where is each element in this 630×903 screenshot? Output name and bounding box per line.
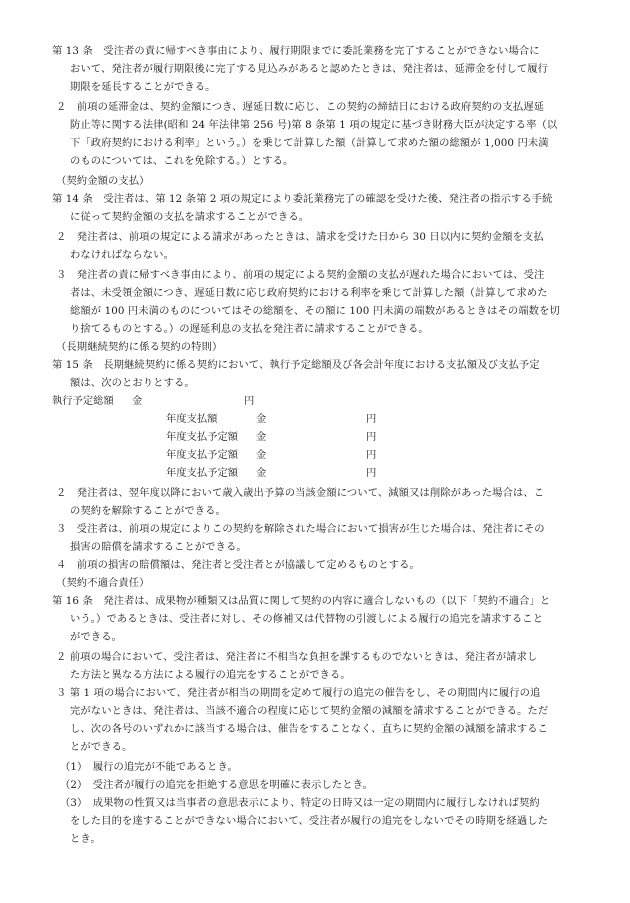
article-16-p2-line-2: た方法と異なる方法による履行の追完をすることができる。 [70, 669, 351, 681]
article-14-p3-line-4: り捨てるものとする。）の遅延利息の支払を発注者に請求することができる。 [70, 323, 429, 335]
article-13-p2-line-2: 防止等に関する法律(昭和 24 年法律第 256 号)第 8 条第 1 項の規定に基づき財務大臣が決定する率（以 [70, 119, 558, 131]
article-15-line-2: 額は、次のとおりとする。 [70, 377, 195, 389]
fiscal-row-4-yen: 円 [366, 467, 377, 479]
article-13-line-2: おいて、発注者が履行期限後に完了する見込みがあると認めたときは、発注者は、延滞金を付して履行 [70, 63, 549, 75]
heading-article-15: （長期継続契約に係る契約の特則） [56, 341, 223, 353]
total-amount-label: 執行予定総額 [52, 395, 114, 407]
fiscal-row-1-kin: 金 [256, 413, 267, 425]
article-14-line-2: に従って契約金額の支払を請求することができる。 [70, 211, 310, 223]
article-15-p2-line-2: の契約を解除することができる。 [70, 505, 226, 517]
article-15-p2-line-1: ２ 発注者は、翌年度以降において歳入歳出予算の当該金額について、減額又は削除があった場合は、こ [56, 487, 545, 499]
article-16-line-2: いう。）であるときは、受注者に対し、その修補又は代替物の引渡しによる履行の追完を請求すること [70, 613, 544, 625]
list-item-2: （2） 受注者が履行の追完を拒絶する意思を明確に表示したとき。 [60, 779, 373, 791]
total-amount-yen: 円 [244, 395, 255, 407]
heading-article-14: （契約金額の支払） [56, 175, 150, 187]
article-16-line-3: ができる。 [70, 631, 122, 643]
fiscal-row-4-label: 年度支払予定額 [166, 467, 239, 479]
list-item-3-line-3: とき。 [70, 833, 101, 845]
fiscal-row-3-yen: 円 [366, 449, 377, 461]
fiscal-row-1-label: 年度支払額 [166, 413, 218, 425]
fiscal-row-2-yen: 円 [366, 431, 377, 443]
article-14-p3-line-3: 総額が 100 円未満のものについてはその総額を、その額に 100 円未満の端数があるときはその端数を切 [70, 305, 560, 317]
article-16-p3-line-4: とができる。 [70, 741, 133, 753]
article-16-p3-line-3: し、次の各号のいずれかに該当する場合は、催告をすることなく、直ちに契約金額の減額を請求するこ [70, 723, 549, 735]
article-16-p2-line-1: ２ 前項の場合において、受注者は、発注者に不相当な負担を課するものでないときは、発注者が請求し [56, 651, 538, 663]
article-16-p3-line-1: ３ 第 1 項の場合において、発注者が相当の期間を定めて履行の追完の催告をし、その期間内に履行の追 [56, 687, 541, 699]
fiscal-row-1-yen: 円 [366, 413, 377, 425]
list-item-1: （1） 履行の追完が不能であるとき。 [60, 761, 238, 773]
article-13-p2-line-3: 下「政府契約における利率」という。）を乗じて計算した額（計算して求めた額の総額が 1,000 円未満 [70, 137, 549, 149]
article-14-p3-line-1: ３ 発注者の責に帰すべき事由により、前項の規定による契約金額の支払が遅れた場合においては、受注 [56, 269, 545, 281]
fiscal-row-3-kin: 金 [256, 449, 267, 461]
fiscal-row-4-kin: 金 [256, 467, 267, 479]
fiscal-row-3-label: 年度支払予定額 [166, 449, 239, 461]
total-amount-kin: 金 [132, 395, 143, 407]
article-13-line-1: 第 13 条 受注者の責に帰すべき事由により、履行期限までに委託業務を完了することができない場合に [52, 45, 540, 57]
article-15-p3-line-2: 損害の賠償を請求することができる。 [70, 541, 247, 553]
fiscal-row-2-label: 年度支払予定額 [166, 431, 239, 443]
article-14-p3-line-2: 者は、未受領金額につき、遅延日数に応じ政府契約における利率を乗じて計算した額（計算して求めた [70, 287, 548, 299]
heading-article-16: （契約不適合責任） [56, 577, 150, 589]
article-13-p2-line-1: ２ 前項の延滞金は、契約金額につき、遅延日数に応じ、この契約の締結日における政府契約の支払遅延 [56, 101, 545, 113]
fiscal-row-2-kin: 金 [256, 431, 267, 443]
article-15-paragraph-4: ４ 前項の損害の賠償額は、発注者と受注者とが協議して定めるものとする。 [56, 559, 420, 571]
article-14-line-1: 第 14 条 受注者は、第 12 条第 2 項の規定により委託業務完了の確認を受けた後、発注者の指示する手続 [52, 193, 553, 205]
article-15-line-1: 第 15 条 長期継続契約に係る契約において、執行予定総額及び各会計年度における支払額及び支払予定 [52, 359, 540, 371]
article-13-p2-line-4: のものについては、これを免除する。）とする。 [70, 155, 294, 167]
article-14-p2-line-1: ２ 発注者は、前項の規定による請求があったときは、請求を受けた日から 30 日以内に契約金額を支払 [56, 231, 544, 243]
article-13-line-3: 期限を延長することができる。 [70, 81, 216, 93]
list-item-3-line-2: をした目的を達することができない場合において、受注者が履行の追完をしないでその時期を経過した [70, 815, 549, 827]
list-item-3-line-1: （3） 成果物の性質又は当事者の意思表示により、特定の日時又は一定の期間内に履行しなければ契約 [60, 797, 540, 809]
article-15-p3-line-1: ３ 受注者は、前項の規定によりこの契約を解除された場合において損害が生じた場合は、発注者にその [56, 523, 545, 535]
article-16-line-1: 第 16 条 発注者は、成果物が種類又は品質に関して契約の内容に適合しないもの（以下「契約不適合」と [52, 595, 551, 607]
article-16-p3-line-2: 完がないときは、発注者は、当該不適合の程度に応じて契約金額の減額を請求することができる。ただ [70, 705, 549, 717]
article-14-p2-line-2: わなければならない。 [70, 249, 174, 261]
